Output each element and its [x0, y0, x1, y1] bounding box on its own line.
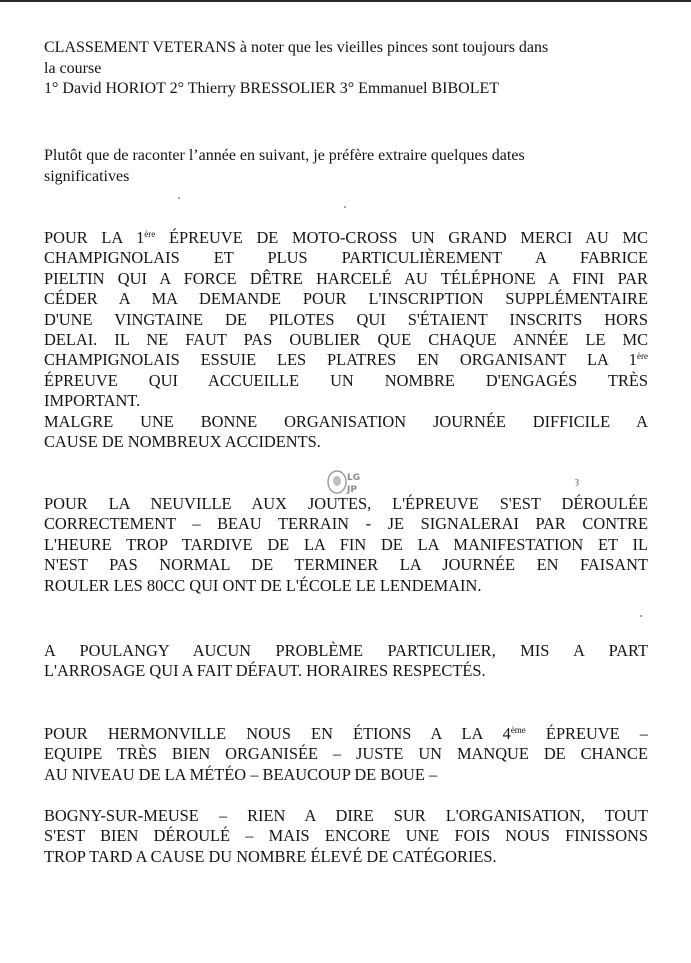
hermonville-line-1-start: POUR HERMONVILLE NOUS EN ÉTIONS A LA 4	[44, 724, 511, 743]
champ-line-6: DELAI. IL NE FAUT PAS OUBLIER QUE CHAQUE ANNÉE LE MC	[44, 330, 648, 350]
hermonville-line-1-sup: ème	[510, 725, 526, 735]
champ-line-8: ÉPREUVE QUI ACCUEILLE UN NOMBRE D'ENGAGÉS TRÈS	[44, 370, 648, 390]
poulangy-paragraph	[44, 641, 648, 682]
intro-paragraph	[44, 146, 648, 187]
intro-line-2: significatives	[44, 167, 130, 185]
poulangy-line-1: A POULANGY AUCUN PROBLÈME PARTICULIER, MIS A PART	[44, 641, 648, 660]
svg-text:LG: LG	[347, 473, 361, 483]
champ-line-2: CHAMPIGNOLAIS ET PLUS PARTICULIÈREMENT A FABRICE	[44, 248, 648, 268]
neuville-line-5: ROULER LES 80CC QUI ONT DE L'ÉCOLE LE LENDEMAIN.	[44, 575, 482, 595]
hermonville-line-1-end: ÉPREUVE –	[525, 724, 648, 743]
scan-speck	[640, 615, 642, 617]
bogny-line-2: S'EST BIEN DÉROULÉ – MAIS ENCORE UNE FOIS NOUS FINISSONS	[44, 826, 648, 846]
neuville-line-2: CORRECTEMENT – BEAU TERRAIN - JE SIGNALERAI PAR CONTRE	[44, 514, 648, 534]
neuville-line-1: POUR LA NEUVILLE AUX JOUTES, L'ÉPREUVE S'EST DÉROULÉE	[44, 494, 648, 513]
veterans-ranking: 1° David HORIOT 2° Thierry BRESSOLIER 3° Emmanuel BIBOLET	[44, 80, 500, 98]
neuville-line-4: N'EST PAS NORMAL DE TERMINER LA JOURNÉE EN FAISANT	[44, 555, 648, 575]
champ-line-11: CAUSE DE NOMBREUX ACCIDENTS.	[44, 432, 321, 452]
champ-line-1-sup: ère	[144, 229, 156, 239]
scan-speck	[344, 206, 346, 208]
champ-line-10: MALGRE UNE BONNE ORGANISATION JOURNÉE DIFFICILE A	[44, 411, 648, 431]
champ-line-7-sup: ère	[637, 351, 648, 362]
champ-line-4: CÉDER A MA DEMANDE POUR L'INSCRIPTION SUPPLÉMENTAIRE	[44, 289, 648, 309]
champ-line-9: IMPORTANT.	[44, 391, 141, 411]
top-edge-rule	[0, 0, 691, 2]
champ-line-7-start: CHAMPIGNOLAIS ESSUIE LES PLATRES EN ORGANISANT LA 1	[44, 350, 637, 370]
champ-line-1	[44, 228, 648, 248]
champignolais-paragraph	[44, 228, 648, 452]
champ-line-7	[44, 350, 648, 370]
svg-text:JP: JP	[347, 485, 357, 495]
lgjp-stamp-logo	[324, 468, 366, 496]
champ-line-3: PIELTIN QUI A FORCE DÊTRE HARCELÉ AU TÉLÉPHONE A FINI PAR	[44, 268, 648, 288]
veterans-line-2: la course	[44, 59, 102, 77]
scan-speck	[178, 197, 180, 199]
champ-line-5: D'UNE VINGTAINE DE PILOTES QUI S'ÉTAIENT INSCRITS HORS	[44, 309, 648, 329]
bogny-line-1: BOGNY-SUR-MEUSE – RIEN A DIRE SUR L'ORGANISATION, TOUT	[44, 806, 648, 825]
intro-line-1: Plutôt que de raconter l’année en suivant, je préfère extraire quelques dates	[44, 147, 525, 164]
champ-line-1-start: POUR LA 1	[44, 228, 145, 247]
bogny-paragraph	[44, 806, 648, 867]
hermonville-line-1	[44, 724, 648, 744]
bogny-line-3: TROP TARD A CAUSE DU NOMBRE ÉLEVÉ DE CATÉGORIES.	[44, 846, 497, 866]
champ-line-1-end: ÉPREUVE DE MOTO-CROSS UN GRAND MERCI AU MC	[155, 228, 648, 247]
hermonville-line-3: AU NIVEAU DE LA MÉTÉO – BEAUCOUP DE BOUE –	[44, 764, 438, 784]
scan-mark: ȝ	[575, 476, 579, 487]
hermonville-paragraph	[44, 724, 648, 785]
poulangy-line-2: L'ARROSAGE QUI A FAIT DÉFAUT. HORAIRES RESPECTÉS.	[44, 661, 486, 681]
hermonville-line-2: EQUIPE TRÈS BIEN ORGANISÉE – JUSTE UN MANQUE DE CHANCE	[44, 744, 648, 764]
neuville-paragraph	[44, 494, 648, 596]
veterans-section	[44, 38, 648, 100]
veterans-line-1: CLASSEMENT VETERANS à noter que les vieilles pinces sont toujours dans	[44, 39, 549, 56]
neuville-line-3: L'HEURE TROP TARDIVE DE LA FIN DE LA MANIFESTATION ET IL	[44, 534, 648, 554]
